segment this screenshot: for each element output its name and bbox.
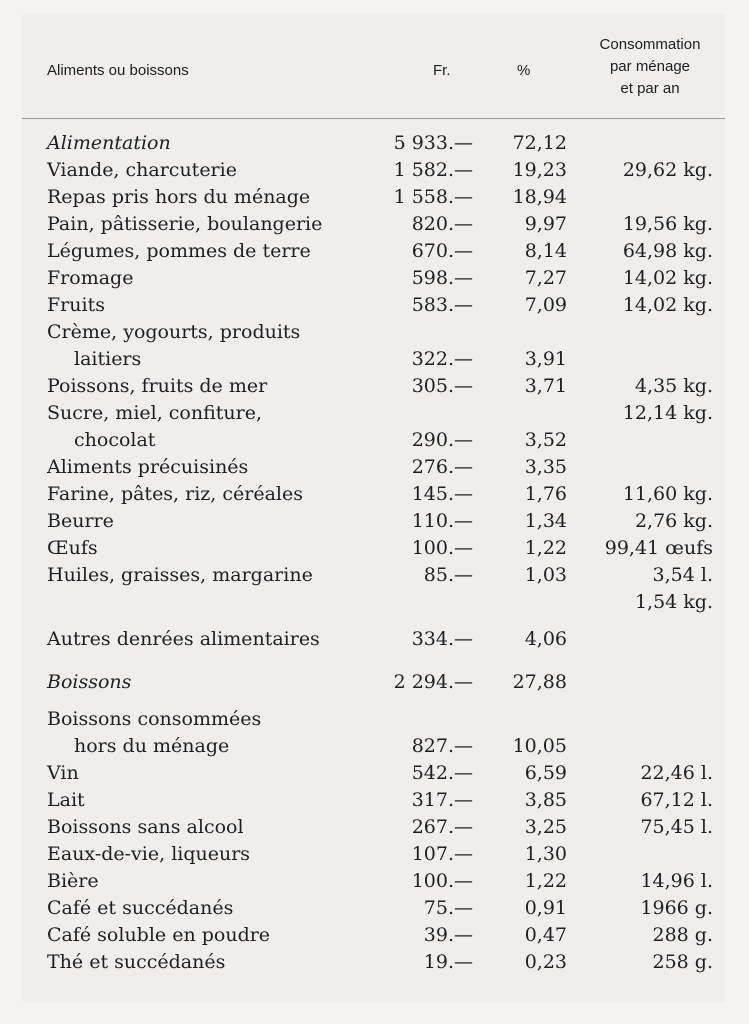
cell-item: Café et succédanés [47, 897, 234, 919]
cell-item: laitiers [74, 348, 142, 370]
header-rule [22, 118, 725, 119]
cell-pct: 1,76 [524, 483, 567, 505]
header-fr: Fr. [433, 62, 451, 79]
cell-pct: 27,88 [512, 671, 567, 693]
cell-item: Autres denrées alimentaires [47, 628, 320, 650]
cell-fr: 19.— [423, 951, 473, 973]
cell-pct: 1,30 [524, 843, 567, 865]
cell-fr: 100.— [411, 870, 473, 892]
cell-pct: 1,22 [524, 537, 567, 559]
cell-consumption: 3,54 l. [652, 564, 713, 586]
cell-fr: 290.— [411, 429, 473, 451]
cell-pct: 7,09 [524, 294, 567, 316]
table-row [22, 319, 725, 346]
table-row [22, 841, 725, 868]
table-row [22, 130, 725, 157]
cell-consumption: 14,96 l. [640, 870, 713, 892]
cell-pct: 0,47 [524, 924, 567, 946]
cell-item: Boissons consommées [47, 708, 262, 730]
cell-consumption: 12,14 kg. [622, 402, 713, 424]
table-row [22, 373, 725, 400]
table-row [22, 706, 725, 733]
cell-item: Boissons sans alcool [47, 816, 244, 838]
table-row [22, 949, 725, 976]
header-consumption-line-2: par ménage [609, 58, 691, 75]
table-row [22, 626, 725, 653]
cell-consumption: 4,35 kg. [634, 375, 713, 397]
cell-consumption: 19,56 kg. [622, 213, 713, 235]
header-consumption [570, 34, 730, 100]
cell-item: Poissons, fruits de mer [47, 375, 268, 397]
cell-fr: 75.— [423, 897, 473, 919]
cell-consumption: 75,45 l. [640, 816, 713, 838]
cell-item: Pain, pâtisserie, boulangerie [47, 213, 323, 235]
cell-item: Fromage [47, 267, 134, 289]
table-row [22, 733, 725, 760]
cell-item: Viande, charcuterie [47, 159, 237, 181]
cell-fr: 39.— [423, 924, 473, 946]
section-title: Alimentation [47, 132, 171, 154]
cell-pct: 3,85 [524, 789, 567, 811]
cell-fr: 305.— [411, 375, 473, 397]
cell-consumption: 11,60 kg. [622, 483, 713, 505]
header-consumption-line-1: Consommation [599, 36, 701, 53]
cell-item: Repas pris hors du ménage [47, 186, 311, 208]
cell-fr: 145.— [411, 483, 473, 505]
cell-fr: 276.— [411, 456, 473, 478]
cell-item: Vin [47, 762, 79, 784]
cell-item: Café soluble en poudre [47, 924, 271, 946]
cell-pct: 0,23 [524, 951, 567, 973]
table-row [22, 535, 725, 562]
cell-fr: 334.— [411, 628, 473, 650]
header-pct: % [517, 62, 531, 79]
cell-fr: 2 294.— [393, 671, 473, 693]
table-panel [22, 14, 725, 1002]
cell-pct: 8,14 [524, 240, 567, 262]
cell-item: chocolat [74, 429, 156, 451]
table-row [22, 481, 725, 508]
cell-pct: 3,71 [524, 375, 567, 397]
cell-item: Sucre, miel, confiture, [47, 402, 263, 424]
cell-consumption: 99,41 œufs [604, 537, 713, 559]
cell-fr: 827.— [411, 735, 473, 757]
cell-consumption: 64,98 kg. [622, 240, 713, 262]
cell-consumption: 14,02 kg. [622, 267, 713, 289]
cell-item: hors du ménage [74, 735, 230, 757]
cell-item: Œufs [47, 537, 98, 559]
cell-pct: 1,03 [524, 564, 567, 586]
cell-fr: 322.— [411, 348, 473, 370]
cell-item: Crème, yogourts, produits [47, 321, 301, 343]
cell-pct: 18,94 [512, 186, 567, 208]
cell-fr: 267.— [411, 816, 473, 838]
cell-item: Eaux-de-vie, liqueurs [47, 843, 251, 865]
cell-item: Légumes, pommes de terre [47, 240, 311, 262]
table-row [22, 292, 725, 319]
header-item: Aliments ou boissons [47, 62, 189, 79]
table-row [22, 814, 725, 841]
table-row [22, 922, 725, 949]
table-row [22, 184, 725, 211]
table-row [22, 760, 725, 787]
cell-pct: 3,52 [524, 429, 567, 451]
cell-fr: 100.— [411, 537, 473, 559]
table-row [22, 427, 725, 454]
table-row [22, 265, 725, 292]
table-row [22, 589, 725, 616]
table-row [22, 454, 725, 481]
cell-item: Beurre [47, 510, 114, 532]
table-row [22, 895, 725, 922]
cell-consumption: 22,46 l. [640, 762, 713, 784]
cell-fr: 820.— [411, 213, 473, 235]
cell-consumption: 1,54 kg. [634, 591, 713, 613]
cell-consumption: 288 g. [652, 924, 713, 946]
table-row [22, 508, 725, 535]
cell-fr: 107.— [411, 843, 473, 865]
cell-pct: 10,05 [512, 735, 567, 757]
table-row [22, 868, 725, 895]
cell-pct: 1,22 [524, 870, 567, 892]
cell-pct: 6,59 [524, 762, 567, 784]
cell-item: Aliments précuisinés [47, 456, 249, 478]
cell-fr: 110.— [411, 510, 473, 532]
table-row [22, 211, 725, 238]
cell-fr: 85.— [423, 564, 473, 586]
cell-fr: 542.— [411, 762, 473, 784]
cell-pct: 0,91 [524, 897, 567, 919]
table-row [22, 346, 725, 373]
table-header [22, 14, 725, 118]
cell-item: Bière [47, 870, 99, 892]
table-row [22, 787, 725, 814]
cell-consumption: 29,62 kg. [622, 159, 713, 181]
table-body [22, 130, 725, 976]
cell-fr: 1 582.— [393, 159, 473, 181]
table-row [22, 238, 725, 265]
cell-pct: 19,23 [512, 159, 567, 181]
cell-item: Lait [47, 789, 85, 811]
cell-pct: 9,97 [524, 213, 567, 235]
header-consumption-line-3: et par an [620, 80, 680, 97]
cell-consumption: 1966 g. [640, 897, 713, 919]
cell-fr: 670.— [411, 240, 473, 262]
cell-pct: 3,25 [524, 816, 567, 838]
table-row [22, 562, 725, 589]
cell-fr: 5 933.— [393, 132, 473, 154]
cell-item: Fruits [47, 294, 105, 316]
cell-item: Thé et succédanés [47, 951, 226, 973]
section-title: Boissons [47, 671, 132, 693]
cell-pct: 3,91 [524, 348, 567, 370]
cell-fr: 1 558.— [393, 186, 473, 208]
cell-consumption: 258 g. [652, 951, 713, 973]
cell-consumption: 14,02 kg. [622, 294, 713, 316]
cell-pct: 4,06 [524, 628, 567, 650]
cell-item: Farine, pâtes, riz, céréales [47, 483, 303, 505]
cell-pct: 72,12 [512, 132, 567, 154]
cell-fr: 583.— [411, 294, 473, 316]
table-row [22, 400, 725, 427]
table-row [22, 669, 725, 696]
cell-consumption: 2,76 kg. [634, 510, 713, 532]
cell-pct: 1,34 [524, 510, 567, 532]
cell-fr: 317.— [411, 789, 473, 811]
cell-consumption: 67,12 l. [640, 789, 713, 811]
cell-pct: 3,35 [524, 456, 567, 478]
table-row [22, 157, 725, 184]
cell-fr: 598.— [411, 267, 473, 289]
cell-pct: 7,27 [524, 267, 567, 289]
cell-item: Huiles, graisses, margarine [47, 564, 313, 586]
